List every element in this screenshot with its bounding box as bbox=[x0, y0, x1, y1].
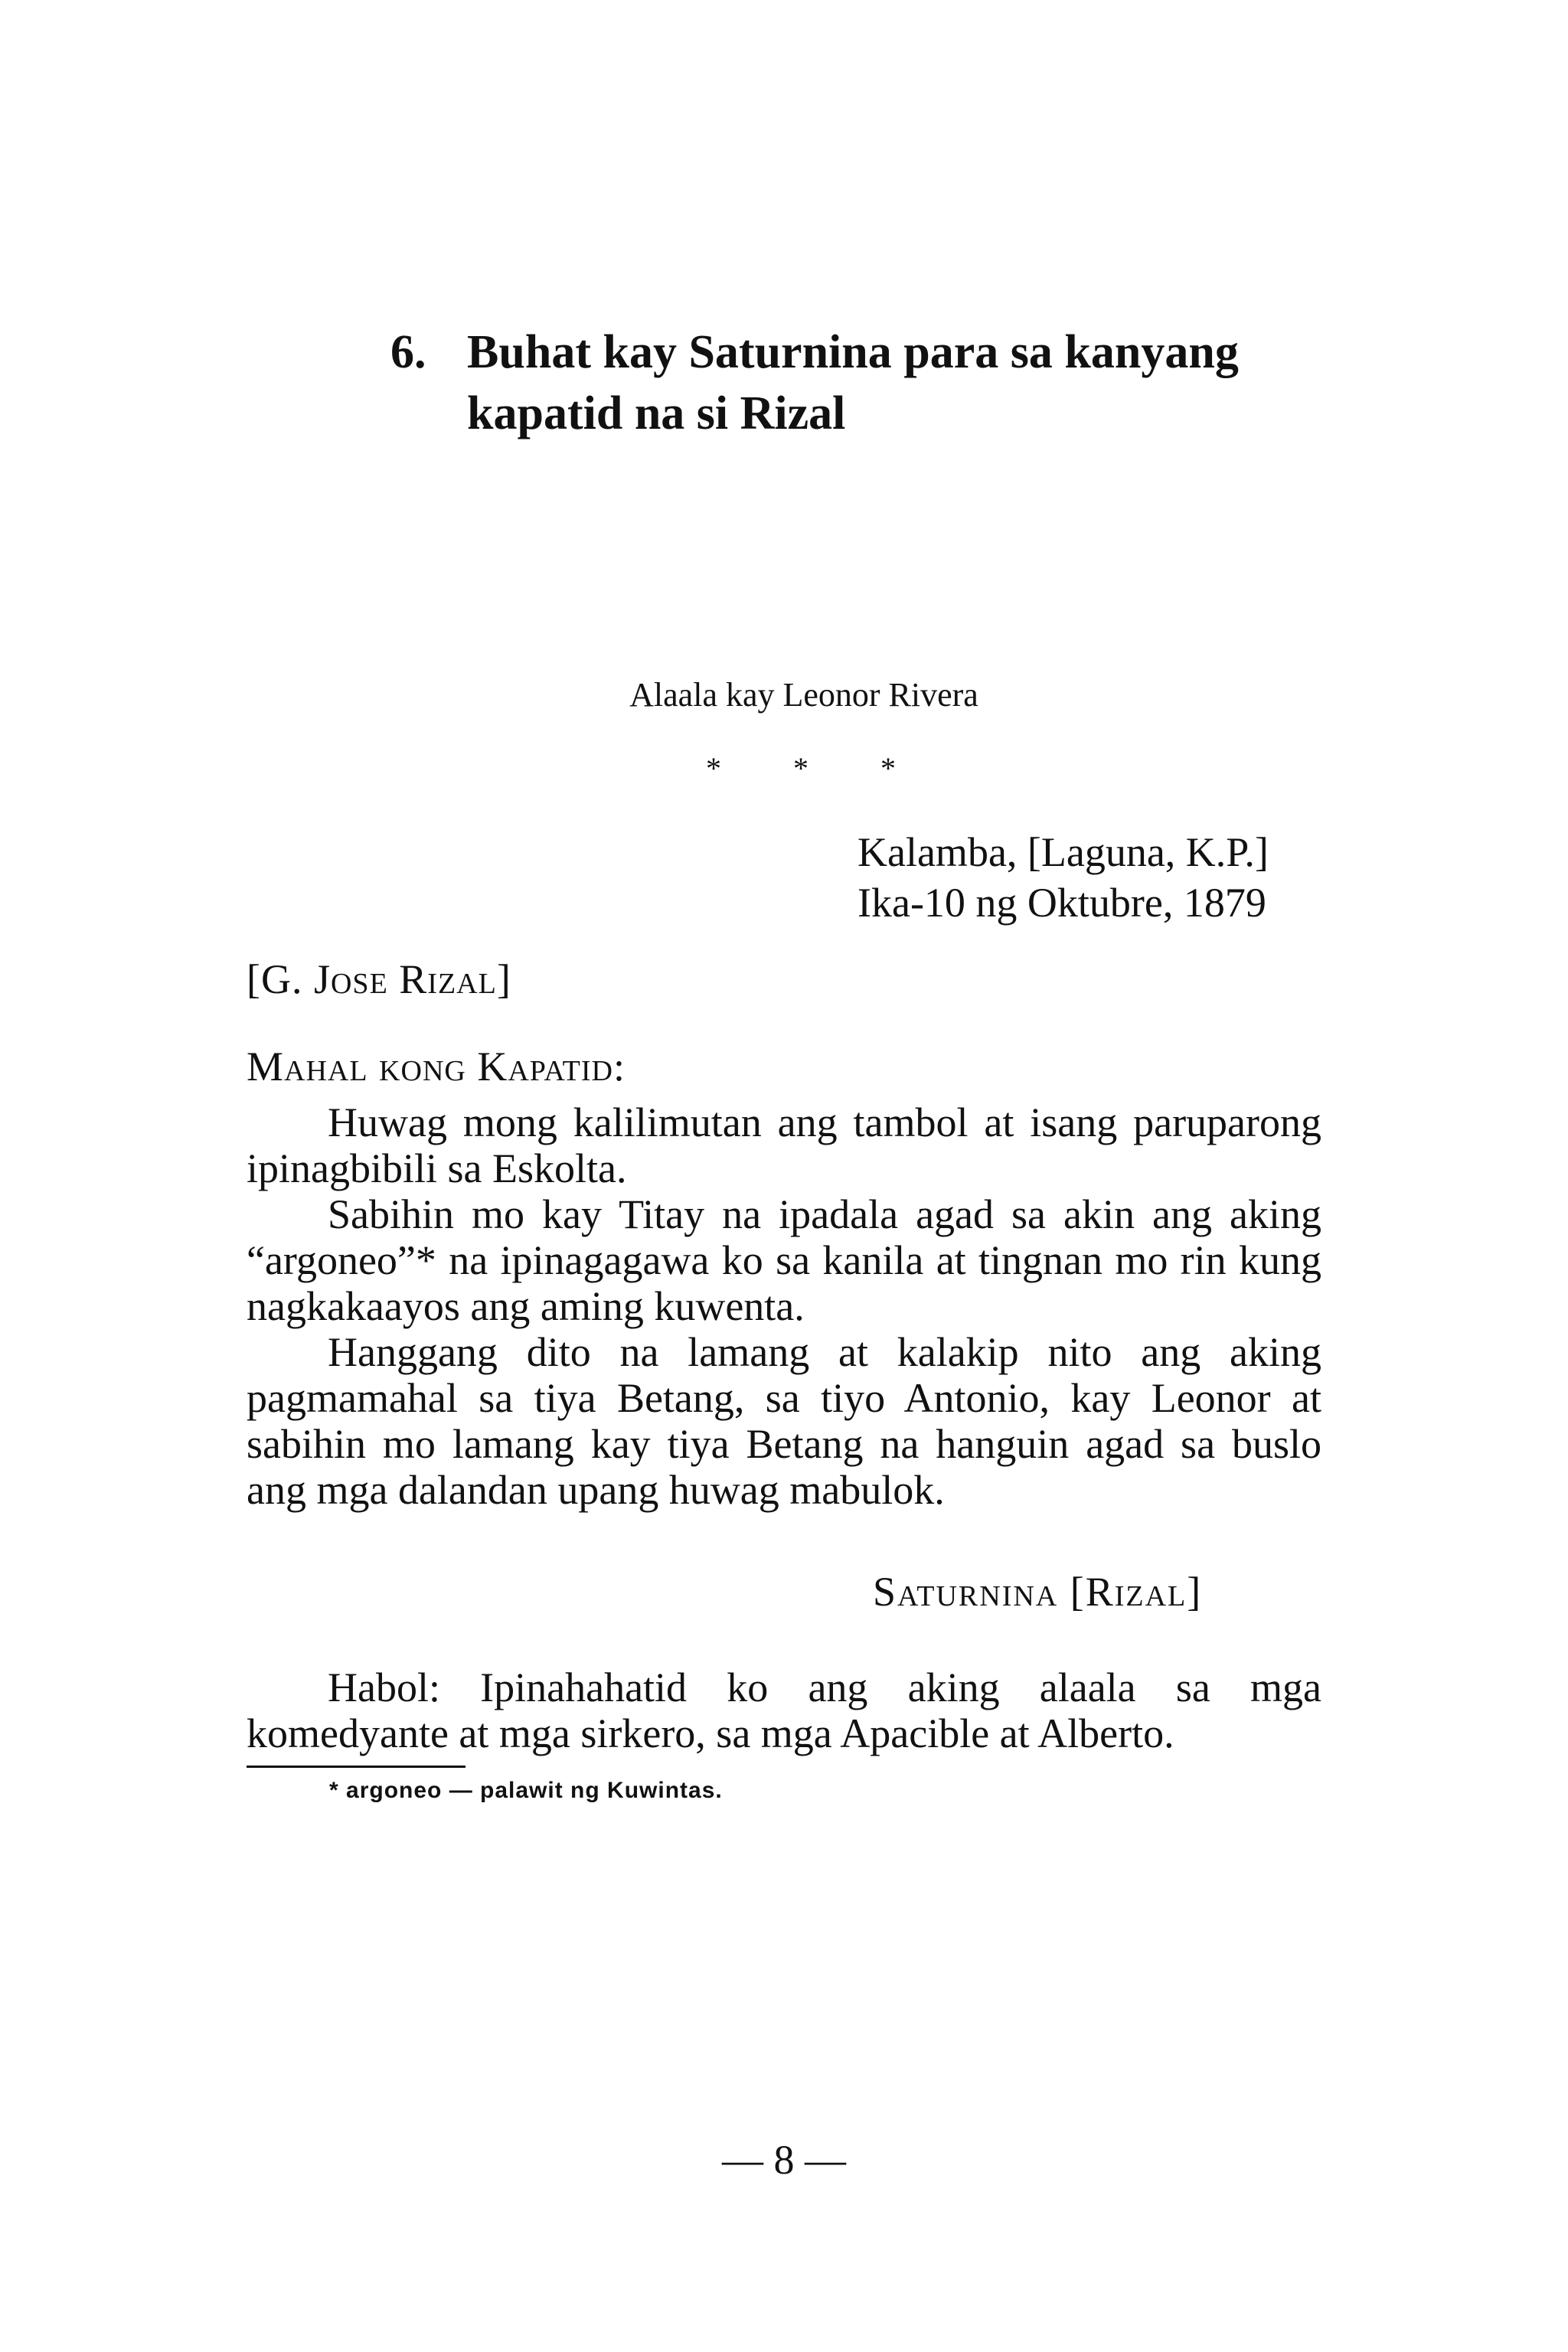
paragraph-1: Huwag mong kalilimutan ang tambol at isang paruparong ipinagbibili sa Eskolta. bbox=[247, 1099, 1321, 1191]
paragraph-3: Hanggang dito na lamang at kalakip nito ang aking pagmamahal sa tiya Betang, sa tiyo Antonio, kay Leonor at sabihin mo lamang kay tiya Betang na hanguin agad sa buslo ang mga dalandan upang huwag mabulok. bbox=[247, 1329, 1321, 1513]
salutation: Mahal kong Kapatid: bbox=[247, 1044, 626, 1089]
heading-line-1: Buhat kay Saturnina para sa kanyang bbox=[467, 326, 1239, 378]
date-line: Ika-10 ng Oktubre, 1879 bbox=[858, 880, 1266, 926]
heading-line-2: kapatid na si Rizal bbox=[467, 387, 846, 439]
postscript-text: Habol: Ipinahahatid ko ang aking alaala sa mga komedyante at mga sirkero, sa mga Apacible at Alberto. bbox=[247, 1664, 1321, 1756]
recipient: [G. Jose Rizal] bbox=[247, 956, 511, 1002]
place-date-block bbox=[858, 827, 1393, 928]
paragraph-2: Sabihin mo kay Titay na ipadala agad sa akin ang aking “argoneo”* na ipinagagawa ko sa kanila at tingnan mo rin kung nagkakaayos ang aming kuwenta. bbox=[247, 1191, 1321, 1329]
souvenir-line: Alaala kay Leonor Rivera bbox=[629, 676, 978, 714]
footnote: * argoneo — palawit ng Kuwintas. bbox=[329, 1778, 723, 1803]
asterisk-2: * bbox=[793, 751, 815, 786]
letter-body bbox=[247, 1099, 1321, 1513]
place-line: Kalamba, [Laguna, K.P.] bbox=[858, 829, 1269, 875]
letter-heading bbox=[390, 322, 1386, 444]
postscript bbox=[247, 1664, 1321, 1756]
asterism-ornament bbox=[536, 750, 1072, 786]
footnote-rule bbox=[247, 1766, 466, 1768]
letter-number: 6. bbox=[390, 326, 426, 378]
signature: Saturnina [Rizal] bbox=[873, 1569, 1203, 1615]
asterisk-1: * bbox=[706, 751, 727, 786]
page-number: — 8 — bbox=[722, 2137, 846, 2183]
asterisk-3: * bbox=[880, 751, 902, 786]
